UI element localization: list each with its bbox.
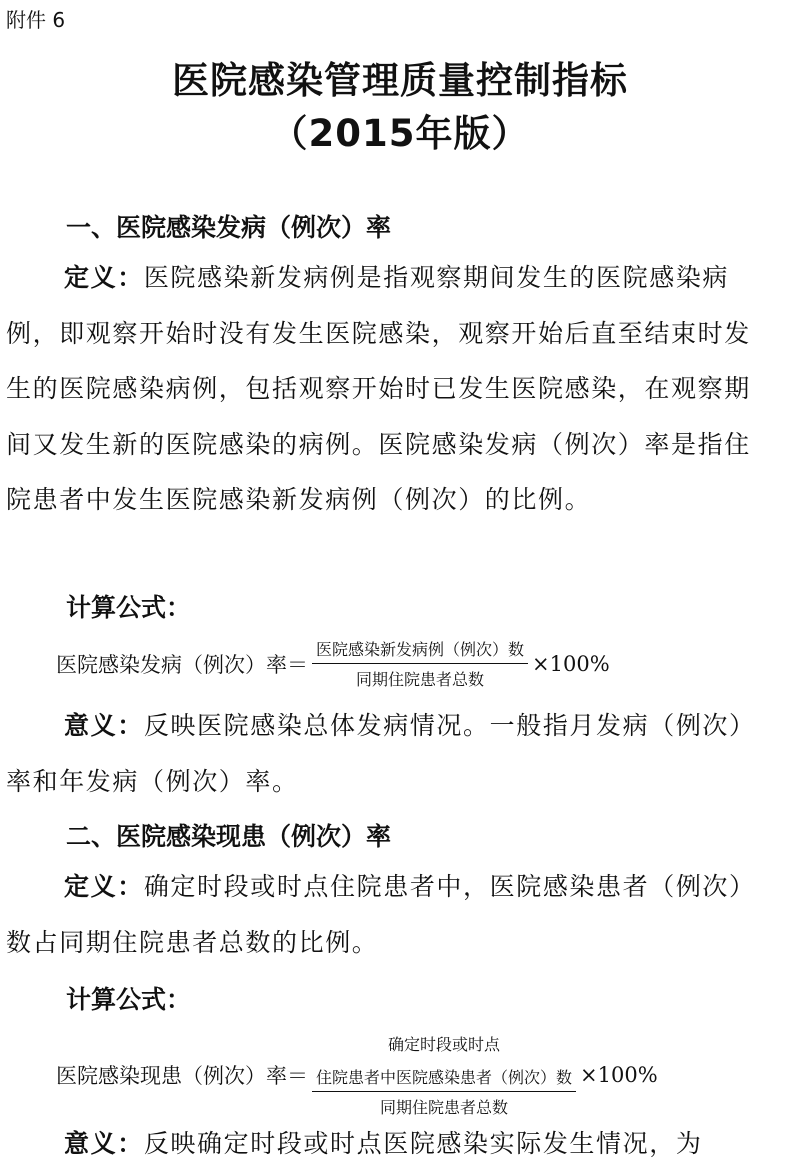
document-subtitle: （2015年版）	[270, 112, 530, 155]
section-2-formula-label: 计算公式：	[66, 985, 192, 1014]
section-2-meaning	[6, 1116, 766, 1172]
section-2-formula	[56, 1032, 658, 1118]
section-2-definition	[6, 859, 766, 970]
formula-numerator-line2: 住院患者中医院感染患者（例次）数	[316, 1068, 573, 1087]
meaning-label: 意义：	[64, 711, 144, 740]
formula-fraction	[312, 637, 528, 690]
section-1-definition	[6, 250, 766, 528]
definition-text: 确定时段或时点住院患者中，医院感染患者（例次）数占同期住院患者总数的比例。	[6, 872, 756, 957]
definition-label: 定义：	[64, 263, 144, 292]
formula-numerator-line1: 确定时段或时点	[388, 1035, 501, 1054]
formula-lhs: 医院感染现患（例次）率＝	[56, 1064, 308, 1088]
document-title: 医院感染管理质量控制指标	[172, 59, 628, 102]
definition-label: 定义：	[64, 872, 144, 901]
formula-multiplier: ×100%	[580, 1063, 658, 1087]
meaning-label: 意义：	[64, 1129, 144, 1158]
formula-multiplier: ×100%	[532, 651, 610, 676]
formula-lhs: 医院感染发病（例次）率＝	[56, 652, 308, 677]
section-1-meaning	[6, 698, 766, 809]
meaning-text: 反映医院感染总体发病情况。一般指月发病（例次）率和年发病（例次）率。	[6, 711, 756, 796]
formula-fraction	[312, 1032, 576, 1118]
section-1-formula	[56, 637, 610, 690]
formula-numerator: 医院感染新发病例（例次）数	[316, 640, 525, 659]
formula-denominator: 同期住院患者总数	[380, 1098, 509, 1117]
definition-text: 医院感染新发病例是指观察期间发生的医院感染病例，即观察开始时没有发生医院感染，观察开始后直至结束时发生的医院感染病例，包括观察开始时已发生医院感染，在观察期间又发生新的医院感染的病例。医院感染发病（例次）率是指住院患者中发生医院感染新发病例（例次）的比例。	[6, 263, 751, 514]
meaning-text: 反映确定时段或时点医院感染实际发生情况，为	[143, 1129, 703, 1158]
attachment-label: 附件 6	[6, 8, 66, 32]
section-1-formula-label: 计算公式：	[66, 593, 192, 622]
section-2-heading: 二、医院感染现患（例次）率	[66, 822, 392, 851]
section-1-heading: 一、医院感染发病（例次）率	[66, 213, 392, 242]
formula-denominator: 同期住院患者总数	[356, 670, 485, 689]
